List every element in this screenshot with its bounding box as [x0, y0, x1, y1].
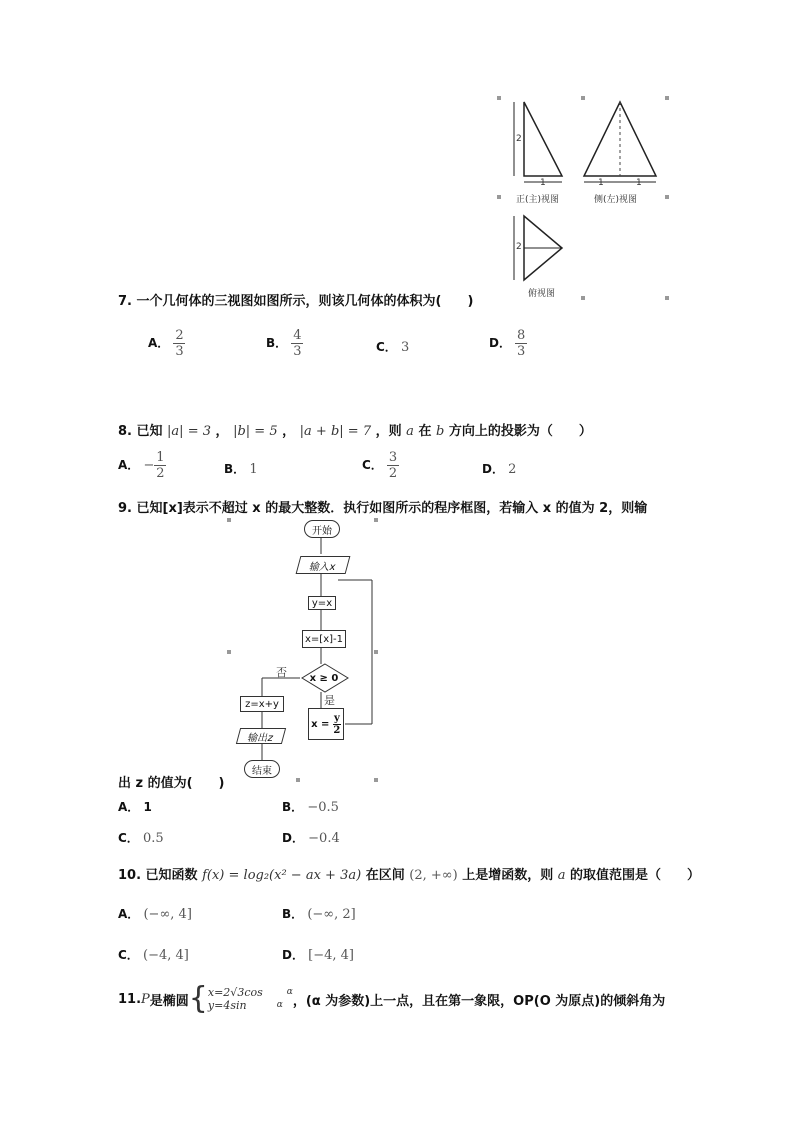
flow-step-z: z=x+y: [240, 696, 284, 712]
resize-handle[interactable]: [581, 296, 585, 300]
q8-option-c: C． $\frac{3}{2}$: [362, 450, 398, 481]
q11-stem: 11. P 是椭圆 { x=2√3cos y=4sin α α ，(α 为参数)上一点，且在第一象限，OP(O 为原点)的倾斜角为: [118, 981, 666, 1016]
q7-option-c: C． 3: [376, 340, 410, 355]
q8-option-a: A． − $\frac{1}{2}$: [118, 450, 165, 481]
top-dim-2: 2: [516, 242, 522, 252]
side-dim-1-left: 1: [598, 178, 604, 188]
side-view-label: 侧(左)视图: [594, 195, 638, 205]
resize-handle[interactable]: [581, 96, 585, 100]
q8-option-d: D． 2: [482, 462, 517, 477]
resize-handle[interactable]: [497, 96, 501, 100]
q11-alpha-params: α α: [276, 987, 293, 1010]
q10-option-c: C． (−4, 4]: [118, 948, 189, 963]
resize-handle[interactable]: [296, 778, 300, 782]
front-view-triangle: [524, 102, 562, 176]
flow-yes-label: 是: [324, 694, 335, 707]
q8-vector-a: a: [406, 424, 414, 439]
q7-b-fraction: $\frac{4}{3}$: [293, 328, 302, 359]
q7-d-fraction: $\frac{8}{3}$: [517, 328, 526, 359]
front-view-label: 正(主)视图: [516, 195, 560, 205]
q11-brace: {: [188, 981, 208, 1016]
q8-cond2: |b| = 5: [233, 424, 278, 439]
flow-end: 结束: [244, 760, 280, 778]
flow-output: 输出z: [236, 728, 286, 744]
q9-option-a: A． 1: [118, 800, 152, 814]
resize-handle[interactable]: [374, 778, 378, 782]
q7-text: 7. 一个几何体的三视图如图所示，则该几何体的体积为( ): [118, 294, 474, 309]
q9-option-b: B． −0.5: [282, 800, 339, 815]
q7-option-b: B． $\frac{4}{3}$: [266, 328, 302, 359]
flow-start: 开始: [304, 520, 340, 538]
q10-function: f(x) = log₂(x² − ax + 3a): [202, 868, 362, 883]
q9-text: 9. 已知[x]表示不超过 x 的最大整数．执行如图所示的程序框图，若输入 x 的值为 2，则输: [118, 501, 648, 516]
q10-stem: 10. 已知函数 f(x) = log₂(x² − ax + 3a) 在区间 (2, +∞) 上是增函数，则 a 的取值范围是（ ）: [118, 868, 701, 883]
q8-option-b: B． 1: [224, 462, 258, 477]
q8-a-fraction: $\frac{1}{2}$: [156, 450, 165, 481]
q8-vector-b: b: [436, 424, 445, 439]
q9-text-cont: 出 z 的值为( ): [118, 776, 225, 791]
resize-handle[interactable]: [227, 650, 231, 654]
resize-handle[interactable]: [374, 518, 378, 522]
resize-handle[interactable]: [665, 296, 669, 300]
q10-option-b: B． (−∞, 2]: [282, 907, 356, 922]
flow-no-label: 否: [276, 666, 287, 679]
flow-step-x: x=[x]-1: [302, 630, 346, 648]
q11-system: x=2√3cos y=4sin: [207, 986, 263, 1012]
q9-option-d: D． −0.4: [282, 831, 340, 846]
flow-input: 输入x: [296, 556, 351, 574]
resize-handle[interactable]: [665, 96, 669, 100]
flow-step-y: y=x: [308, 596, 336, 610]
flow-condition-diamond: [300, 663, 350, 693]
front-dim-2: 2: [516, 134, 522, 144]
q10-option-a: A． (−∞, 4]: [118, 907, 192, 922]
q7-option-a: A． $\frac{2}{3}$: [148, 328, 184, 359]
q7-a-fraction: $\frac{2}{3}$: [175, 328, 184, 359]
three-view-figure: [494, 94, 674, 304]
q9-option-c: C． 0.5: [118, 831, 164, 846]
flow-step-halve: x = $\frac{y}{2}$: [308, 708, 344, 740]
side-dim-1-right: 1: [636, 178, 642, 188]
q8-cond1: |a| = 3: [167, 424, 211, 439]
front-dim-1: 1: [540, 178, 546, 188]
flowchart: [228, 518, 378, 780]
q8-c-fraction: $\frac{3}{2}$: [388, 450, 398, 481]
q7-option-d: D． $\frac{8}{3}$: [489, 328, 526, 359]
resize-handle[interactable]: [374, 650, 378, 654]
q10-interval: (2, +∞): [409, 868, 458, 883]
q8-stem: 8. 已知 |a| = 3 ， |b| = 5 ， |a + b| = 7 ，则 a 在 b 方向上的投影为（ ）: [118, 424, 592, 439]
q10-option-d: D． [−4, 4]: [282, 948, 354, 963]
resize-handle[interactable]: [497, 195, 501, 199]
top-view-label: 俯视图: [528, 289, 556, 299]
flow-condition: x ≥ 0: [309, 672, 339, 684]
resize-handle[interactable]: [665, 195, 669, 199]
q8-cond3: |a + b| = 7: [299, 424, 372, 439]
resize-handle[interactable]: [227, 518, 231, 522]
